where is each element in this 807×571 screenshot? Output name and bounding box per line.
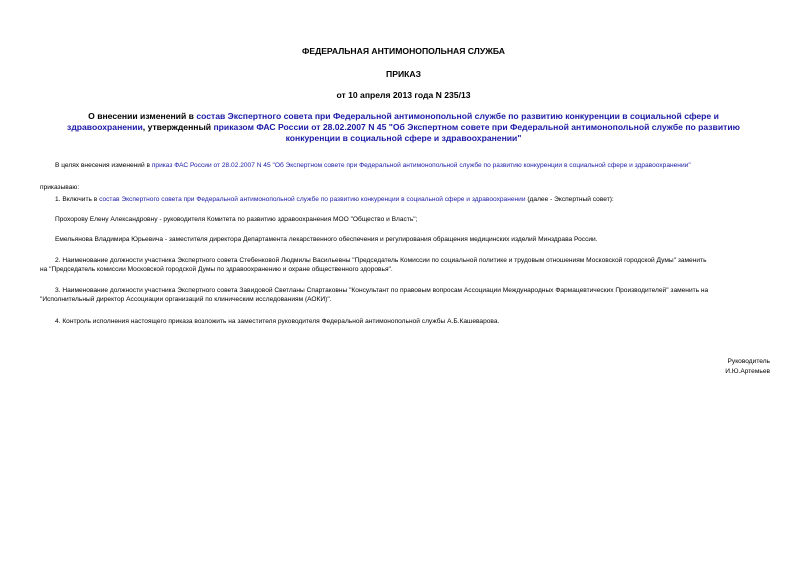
agency-heading: ФЕДЕРАЛЬНАЯ АНТИМОНОПОЛЬНАЯ СЛУЖБА <box>302 46 505 56</box>
title-text: , утвержденный <box>142 122 214 132</box>
item-1-suffix: (далее - Экспертный совет): <box>525 196 614 203</box>
item-1 <box>40 195 775 204</box>
title-link-order[interactable]: приказом ФАС России от 28.02.2007 N 45 "Об Экспертном совете при Федеральной антимонопольной службе по развитию <box>213 122 740 132</box>
signature-name: И.Ю.Артемьев <box>725 368 770 375</box>
document-type-heading: ПРИКАЗ <box>386 69 421 79</box>
document-title <box>40 111 767 144</box>
item-4: 4. Контроль исполнения настоящего приказа возложить на заместителя руководителя Федеральной антимонопольной службы А.Б.Кашеварова. <box>55 318 500 325</box>
title-link-council[interactable]: состав Экспертного совета при Федеральной антимонопольной службе по развитию конкуренции в социальной сфере и <box>196 111 719 121</box>
item-3-line-1: 3. Наименование должности участника Экспертного совета Завидовой Светланы Спартаковны "Консультант по правовым вопросам Ассоциации Международных Фармацевтических Производителей" заменить на <box>55 287 709 294</box>
item-1-text: 1. Включить в <box>55 196 100 203</box>
person-2: Емельянова Владимира Юрьевича - заместителя директора Департамента лекарственного обеспечения и регулирования обращения медицинских изделий Минздрава России. <box>55 236 598 243</box>
intro-paragraph <box>40 161 775 170</box>
item-1-council-link[interactable]: состав Экспертного совета при Федеральной антимонопольной службе по развитию конкуренции в социальной сфере и здравоохранении <box>99 196 526 203</box>
person-1: Прохорову Елену Александровну - руководителя Комитета по развитию здравоохранения МОО "Общество и Власть"; <box>55 216 418 223</box>
item-2 <box>40 256 775 275</box>
title-line-2 <box>40 122 767 133</box>
title-link-council-cont[interactable]: здравоохранении <box>67 122 143 132</box>
intro-order-link[interactable]: приказ ФАС России от 28.02.2007 N 45 "Об Экспертном совете при Федеральной антимонопольной службе по развитию конкуренции в социальной сфере и здравоохранении" <box>151 162 691 169</box>
item-3-line-2: "Исполнительный директор Ассоциации организаций по клиническим исследованиям (АОКИ)". <box>40 296 332 304</box>
title-text: О внесении изменений в <box>88 111 197 121</box>
orders-line: приказываю: <box>40 184 80 191</box>
item-3 <box>40 286 775 305</box>
title-line-3 <box>40 133 767 144</box>
title-line-1 <box>40 111 767 122</box>
signature-position: Руководитель <box>727 358 770 365</box>
intro-text: В целях внесения изменений в <box>55 162 152 169</box>
title-link-order-cont[interactable]: конкуренции в социальной сфере и здравоохранении" <box>285 133 522 143</box>
date-number-heading: от 10 апреля 2013 года N 235/13 <box>336 90 471 100</box>
item-2-line-2: на "Председатель комиссии Московской городской Думы по здравоохранению и охране общественного здоровья". <box>40 266 393 274</box>
item-2-line-1: 2. Наименование должности участника Экспертного совета Стебенковой Людмилы Васильевны "Председатель Комиссии по социальной политике и трудовым отношениям Московской городской Думы" заменить <box>55 257 707 264</box>
